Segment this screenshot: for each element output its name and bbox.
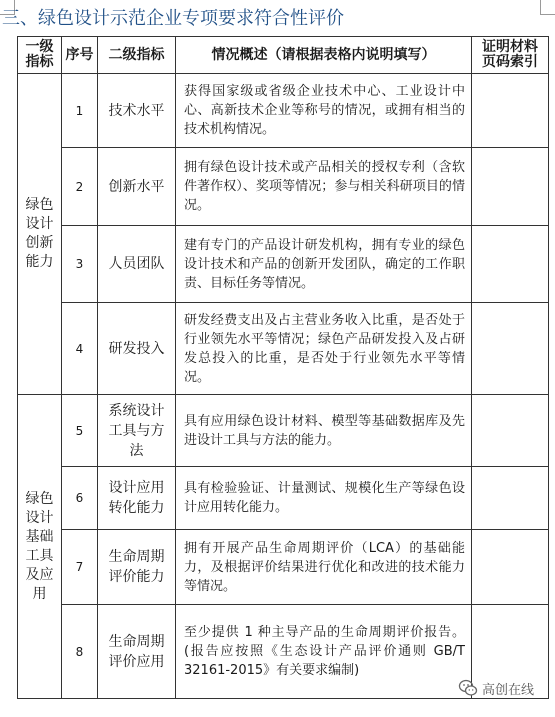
row-desc: 具有应用绿色设计材料、模型等基础数据库及先进设计工具与方法的能力。 xyxy=(176,395,472,467)
row-level2: 生命周期评价能力 xyxy=(98,530,176,605)
table-row xyxy=(18,148,549,226)
table-header-row xyxy=(18,37,549,74)
row-seq: 8 xyxy=(62,605,98,699)
row-ref[interactable] xyxy=(472,226,549,303)
row-seq: 2 xyxy=(62,148,98,226)
row-seq: 3 xyxy=(62,226,98,303)
corner-crop-mark-right xyxy=(540,0,555,15)
group-label-innovation: 绿色设计创新能力 xyxy=(18,74,62,395)
row-ref[interactable] xyxy=(472,395,549,467)
row-ref[interactable] xyxy=(472,303,549,395)
table-row xyxy=(18,467,549,530)
row-level2: 人员团队 xyxy=(98,226,176,303)
row-desc: 拥有绿色设计技术或产品相关的授权专利（含软件著作权）、奖项等情况；参与相关科研项目的情况。 xyxy=(176,148,472,226)
header-level1: 一级指标 xyxy=(18,37,62,74)
header-seq: 序号 xyxy=(62,37,98,74)
row-desc: 至少提供 1 种主导产品的生命周期评价报告。(报告应按照《生态设计产品评价通则 GB/T 32161-2015》有关要求编制) xyxy=(176,605,472,699)
row-seq: 5 xyxy=(62,395,98,467)
group-label-tools: 绿色设计基础工具及应用 xyxy=(18,395,62,699)
table-row xyxy=(18,395,549,467)
row-ref[interactable] xyxy=(472,467,549,530)
header-desc: 情况概述（请根据表格内说明填写） xyxy=(176,37,472,74)
watermark xyxy=(458,678,534,698)
watermark-text: 高创在线 xyxy=(482,682,535,698)
compliance-table xyxy=(17,36,549,699)
table-row xyxy=(18,303,549,395)
header-ref: 证明材料页码索引 xyxy=(472,37,549,74)
row-desc: 建有专门的产品设计研发机构，拥有专业的绿色设计技术和产品的创新开发团队，确定的工作职责、目标任务等情况。 xyxy=(176,226,472,303)
wechat-icon xyxy=(458,678,478,698)
row-ref[interactable] xyxy=(472,148,549,226)
row-level2: 设计应用转化能力 xyxy=(98,467,176,530)
row-level2: 研发投入 xyxy=(98,303,176,395)
row-desc: 具有检验验证、计量测试、规模化生产等绿色设计应用转化能力。 xyxy=(176,467,472,530)
row-level2: 系统设计工具与方法 xyxy=(98,395,176,467)
table-row xyxy=(18,530,549,605)
row-desc: 研发经费支出及占主营业务收入比重，是否处于行业领先水平等情况；绿色产品研发投入及占研发总投入的比重，是否处于行业领先水平等情况。 xyxy=(176,303,472,395)
row-level2: 创新水平 xyxy=(98,148,176,226)
row-level2: 技术水平 xyxy=(98,74,176,148)
row-ref[interactable] xyxy=(472,530,549,605)
row-ref[interactable] xyxy=(472,74,549,148)
row-seq: 4 xyxy=(62,303,98,395)
row-seq: 7 xyxy=(62,530,98,605)
row-seq: 1 xyxy=(62,74,98,148)
row-seq: 6 xyxy=(62,467,98,530)
row-desc: 拥有开展产品生命周期评价（LCA）的基础能力，及根据评价结果进行优化和改进的技术能力等情况。 xyxy=(176,530,472,605)
header-level2: 二级指标 xyxy=(98,37,176,74)
table-row xyxy=(18,74,549,148)
row-level2: 生命周期评价应用 xyxy=(98,605,176,699)
row-desc: 获得国家级或省级企业技术中心、工业设计中心、高新技术企业等称号的情况，或拥有相当的技术机构情况。 xyxy=(176,74,472,148)
table-row xyxy=(18,226,549,303)
section-heading: 三、绿色设计示范企业专项要求符合性评价 xyxy=(2,8,344,29)
